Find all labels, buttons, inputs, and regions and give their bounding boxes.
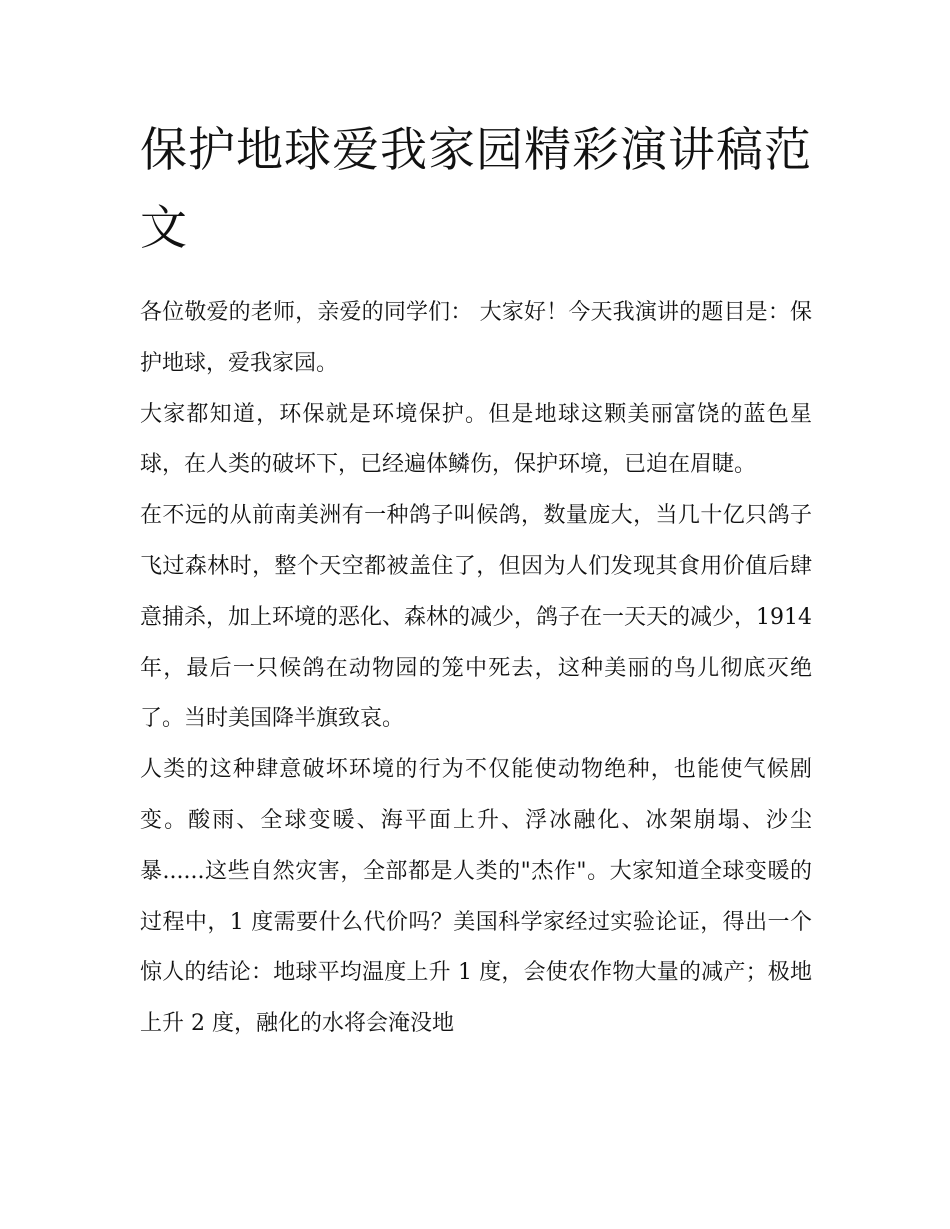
paragraph-environment: 大家都知道，环保就是环境保护。但是地球这颗美丽富饶的蓝色星球，在人类的破坏下，已经遍体鳞伤，保护环境，已迫在眉睫。 xyxy=(140,401,812,478)
paragraph-greeting: 各位敬爱的老师，亲爱的同学们： 大家好！今天我演讲的题目是：保护地球，爱我家园。 xyxy=(140,300,812,376)
paragraph-climate: 人类的这种肆意破坏环境的行为不仅能使动物绝种，也能使气候剧变。酸雨、全球变暖、海平面上升、浮冰融化、冰架崩塌、沙尘暴......这些自然灾害，全部都是人类的"杰作"。大家知道全球变暖的过程中，1 度需要什么代价吗？美国科学家经过实验论证，得出一个惊人的结论：地球平均温度上升 1 度，会使农作物大量的减产；极地上升 2 度，融化的水将会淹没地 xyxy=(140,757,812,1037)
document-title: 保护地球爱我家园精彩演讲稿范文 xyxy=(140,123,812,256)
paragraph-pigeon: 在不远的从前南美洲有一种鸽子叫候鸽，数量庞大，当几十亿只鸽子飞过森林时，整个天空都被盖住了，但因为人们发现其食用价值后肆意捕杀，加上环境的恶化、森林的减少，鸽子在一天天的减少，1914 年，最后一只候鸽在动物园的笼中死去，这种美丽的鸟儿彻底灭绝了。当时美国降半旗致哀。 xyxy=(140,503,812,732)
document-page xyxy=(140,112,812,1050)
